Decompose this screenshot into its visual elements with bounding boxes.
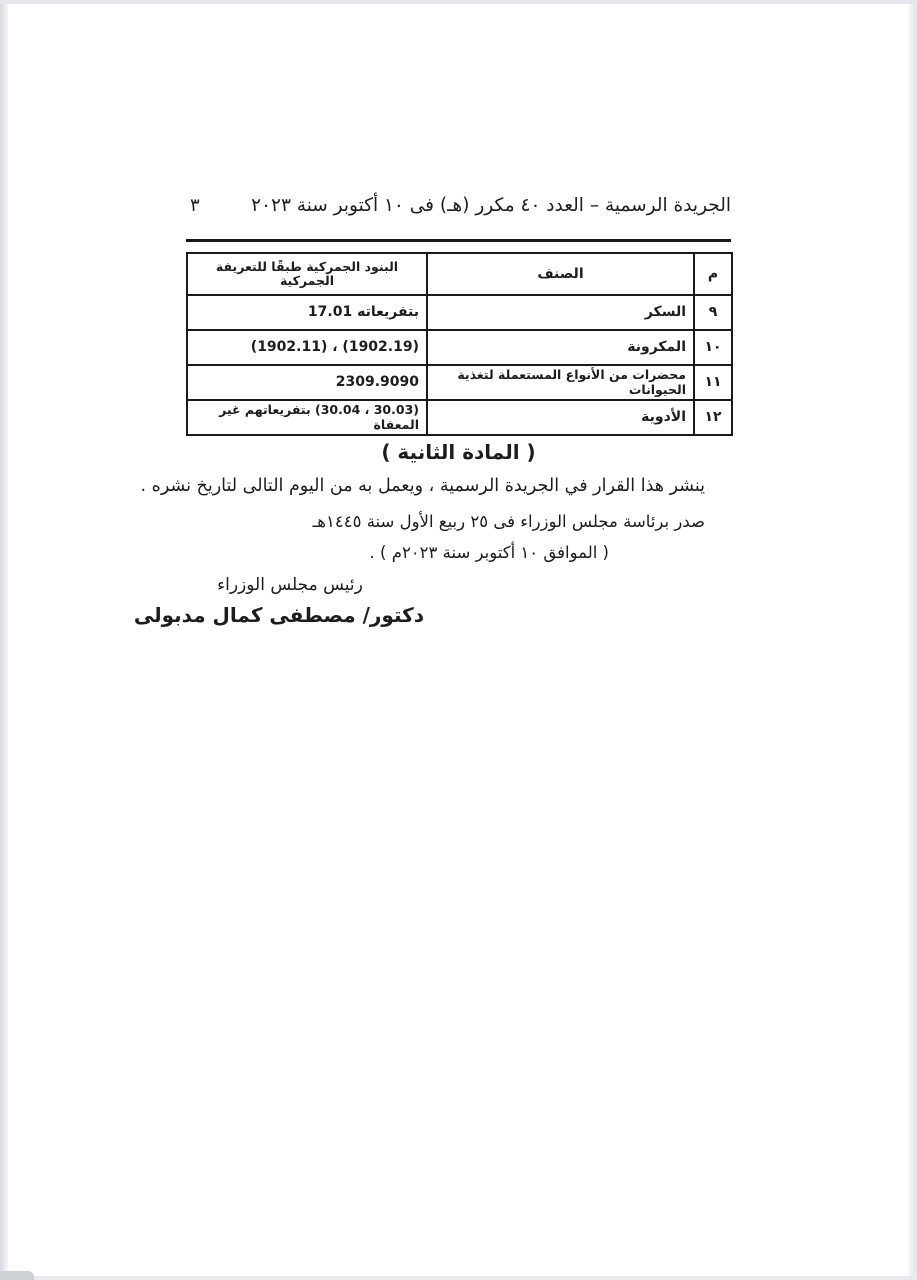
row-item: الأدوية: [427, 400, 694, 435]
row-item: السكر: [427, 295, 694, 330]
header-rule: [186, 239, 731, 242]
row-tariff: 17.01 بتفريعاته: [187, 295, 427, 330]
scan-edge-left: [0, 0, 8, 1280]
gazette-header: [186, 195, 731, 216]
column-header-index: م: [694, 253, 732, 295]
page-number: ٣: [190, 195, 200, 216]
scan-edge-corner: [0, 1271, 34, 1280]
row-item: محضرات من الأنواع المستعملة لتغذية الحيوانات: [427, 365, 694, 400]
row-index: ٩: [694, 295, 732, 330]
column-header-item: الصنف: [427, 253, 694, 295]
table-row: [187, 400, 732, 435]
row-index: ١٢: [694, 400, 732, 435]
scan-edge-right: [908, 0, 917, 1280]
table-row: [187, 330, 732, 365]
gregorian-date-line: ( الموافق ١٠ أكتوبر سنة ٢٠٢٣م ) .: [369, 543, 609, 562]
signature-name: دكتور/ مصطفى كمال مدبولى: [133, 603, 424, 627]
table-row: [187, 365, 732, 400]
tariff-table: [186, 252, 733, 436]
row-tariff: (30.03 ، 30.04) بتفريعاتهم غير المعفاة: [187, 400, 427, 435]
article-heading: ( المادة الثانية ): [381, 440, 536, 464]
table-row: [187, 295, 732, 330]
gazette-title: الجريدة الرسمية – العدد ٤٠ مكرر (هـ) فى ١٠ أكتوبر سنة ٢٠٢٣: [251, 195, 731, 216]
row-index: ١١: [694, 365, 732, 400]
scan-edge-top: [0, 0, 917, 4]
row-tariff: (1902.11) ، (1902.19): [187, 330, 427, 365]
row-tariff: 2309.9090: [187, 365, 427, 400]
article-body: ينشر هذا القرار في الجريدة الرسمية ، ويعمل به من اليوم التالى لتاريخ نشره .: [140, 476, 705, 496]
table-header-row: [187, 253, 732, 295]
row-item: المكرونة: [427, 330, 694, 365]
signature-title: رئيس مجلس الوزراء: [217, 575, 363, 595]
issued-line: صدر برئاسة مجلس الوزراء فى ٢٥ ربيع الأول سنة ١٤٤٥هـ: [312, 512, 705, 531]
scan-edge-bottom: [0, 1276, 917, 1280]
row-index: ١٠: [694, 330, 732, 365]
column-header-tariff: البنود الجمركية طبقًا للتعريفة الجمركية: [187, 253, 427, 295]
signature-block: [133, 575, 424, 627]
